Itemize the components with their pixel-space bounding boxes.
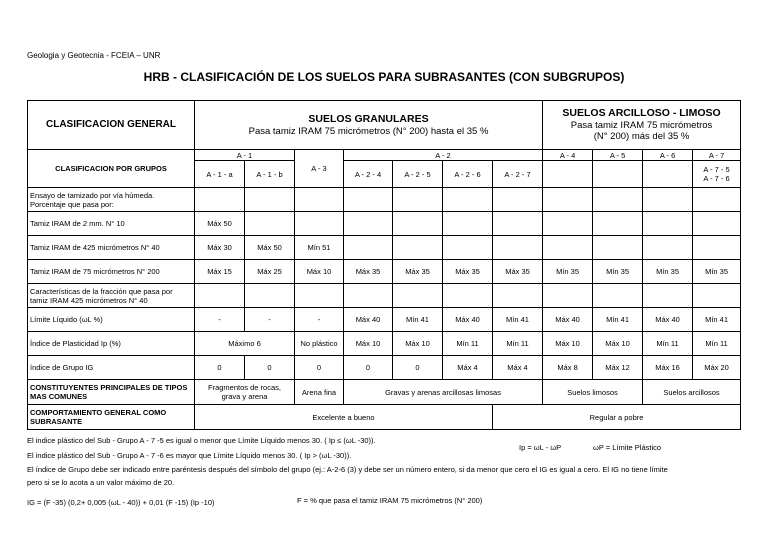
sieve-75-cell: Máx 35 [493, 260, 543, 284]
silt-clay-header [543, 101, 741, 150]
liquid-limit-cell: - [245, 308, 295, 332]
sieve-425-a3: Mín 51 [295, 236, 344, 260]
subgroup-a75: A - 7 - 5 [703, 165, 730, 174]
plasticity-cell: Máx 10 [393, 332, 443, 356]
page-title: HRB - CLASIFICACIÓN DE LOS SUELOS PARA SUBRASANTES (CON SUBGRUPOS) [143, 70, 625, 84]
groups-label: CLASIFICACION POR GRUPOS [28, 150, 195, 188]
constituents-a1-line-2: grava y arena [221, 392, 268, 401]
constituents-label [28, 380, 195, 405]
sieve-425-a1b: Máx 50 [245, 236, 295, 260]
constituents-label-line-2: MAS COMUNES [30, 392, 88, 401]
sieve-75-cell: Mín 35 [593, 260, 643, 284]
sieve-75-label: Tamiz IRAM de 75 micrómetros N° 200 [28, 260, 195, 284]
hrb-classification-table [27, 100, 741, 430]
constituents-row [28, 380, 741, 405]
group-index-cell: Máx 12 [593, 356, 643, 380]
subgroup-a1a: A - 1 - a [195, 161, 245, 188]
group-a5: A - 5 [593, 150, 643, 161]
subgroup-a5-empty [593, 161, 643, 188]
behavior-poor: Regular a pobre [493, 405, 741, 430]
sieve-425-a1a: Máx 30 [195, 236, 245, 260]
constituents-a3: Arena fina [295, 380, 344, 405]
sieve-75-cell: Máx 10 [295, 260, 344, 284]
group-a1: A - 1 [195, 150, 295, 161]
sieve-425-label: Tamiz IRAM de 425 micrómetros N° 40 [28, 236, 195, 260]
group-index-row [28, 356, 741, 380]
constituents-label-line-1: CONSTITUYENTES PRINCIPALES DE TIPOS [30, 383, 188, 392]
plasticity-a1: Máximo 6 [195, 332, 295, 356]
fraction-header-row [28, 284, 741, 308]
liquid-limit-cell: Máx 40 [543, 308, 593, 332]
plasticity-cell: Máx 10 [593, 332, 643, 356]
sieve-header-row [28, 188, 741, 212]
sieve-75-cell: Mín 35 [543, 260, 593, 284]
general-row [28, 101, 741, 150]
plasticity-formula: Ip = ωL - ωP [519, 443, 562, 452]
sieve-75-cell: Máx 35 [393, 260, 443, 284]
liquid-limit-cell: - [295, 308, 344, 332]
sieve-75-row [28, 260, 741, 284]
note-group-index: El índice de Grupo debe ser indicado entre paréntesis después del símbolo del grupo (ej.: A-2-6 (3) y debe ser un número entero, si da menor que cero el IG es igual a cero. El IG no tiene límite [27, 465, 668, 474]
sieve-75-cell: Máx 35 [344, 260, 393, 284]
subgroup-a4-empty [543, 161, 593, 188]
liquid-limit-label: Límite Líquido (ωL %) [28, 308, 195, 332]
subgroup-a76: A - 7 - 6 [703, 174, 730, 183]
plasticity-cell: Máx 10 [344, 332, 393, 356]
note-group-index-max: pero si se lo acota a un valor máximo de 20. [27, 478, 175, 487]
behavior-row [28, 405, 741, 430]
sieve-2mm-label: Tamiz IRAM de 2 mm. N° 10 [28, 212, 195, 236]
constituents-a1 [195, 380, 295, 405]
sieve-75-cell: Mín 35 [693, 260, 741, 284]
group-index-formula: IG = (F -35) (0,2+ 0,005 (ωL - 40)) + 0,01 (F -15) (Ip -10) [27, 498, 215, 507]
constituents-a1-line-1: Fragmentos de rocas, [208, 383, 281, 392]
group-index-cell: Máx 8 [543, 356, 593, 380]
sieve-label-line-1: Ensayo de tamizado por vía húmeda. [30, 190, 155, 200]
fraction-label [28, 284, 195, 308]
plasticity-row [28, 332, 741, 356]
group-index-cell: 0 [393, 356, 443, 380]
subgroup-a6-empty [643, 161, 693, 188]
subgroup-a1b: A - 1 - b [245, 161, 295, 188]
liquid-limit-cell: Mín 41 [393, 308, 443, 332]
plasticity-label: Índice de Plasticidad Ip (%) [28, 332, 195, 356]
document-header: Geologia y Geotecnia - FCEIA – UNR [27, 51, 161, 60]
plasticity-cell: Mín 11 [643, 332, 693, 356]
behavior-label-line-2: SUBRASANTE [30, 417, 83, 426]
silt-clay-subtitle-1: Pasa tamiz IRAM 75 micrómetros [570, 119, 713, 131]
subgroup-a26: A - 2 - 6 [443, 161, 493, 188]
granular-title: SUELOS GRANULARES [308, 113, 429, 125]
constituents-a2: Gravas y arenas arcillosas limosas [344, 380, 543, 405]
fraction-label-line-1: Características de la fracción que pasa por [30, 286, 173, 296]
group-index-label: índice de Grupo IG [28, 356, 195, 380]
plastic-limit-definition: ωP = Límite Plástico [593, 443, 662, 452]
subgroup-a7 [693, 161, 741, 188]
subgroup-a25: A - 2 - 5 [393, 161, 443, 188]
silt-clay-title: SUELOS ARCILLOSO - LIMOSO [562, 107, 721, 120]
sieve-75-cell: Máx 25 [245, 260, 295, 284]
plasticity-cell: Mín 11 [693, 332, 741, 356]
subgroup-a24: A - 2 - 4 [344, 161, 393, 188]
sieve-425-row [28, 236, 741, 260]
group-index-cell: 0 [245, 356, 295, 380]
liquid-limit-cell: Máx 40 [443, 308, 493, 332]
sieve-2mm-row [28, 212, 741, 236]
group-index-cell: Máx 16 [643, 356, 693, 380]
granular-subtitle: Pasa tamiz IRAM 75 micrómetros (N° 200) hasta el 35 % [248, 125, 489, 137]
general-label: CLASIFICACION GENERAL [28, 101, 195, 150]
group-a6: A - 6 [643, 150, 693, 161]
liquid-limit-cell: Mín 41 [493, 308, 543, 332]
behavior-label [28, 405, 195, 430]
group-index-cell: 0 [295, 356, 344, 380]
plasticity-cell: Máx 10 [543, 332, 593, 356]
granular-header [195, 101, 543, 150]
group-a4: A - 4 [543, 150, 593, 161]
liquid-limit-cell: Mín 41 [593, 308, 643, 332]
sieve-label-line-2: Porcentaje que pasa por: [30, 199, 114, 209]
sieve-75-cell: Máx 35 [443, 260, 493, 284]
constituents-clay: Suelos arcillosos [643, 380, 741, 405]
group-index-cell: 0 [195, 356, 245, 380]
sieve-2mm-a1a: Máx 50 [195, 212, 245, 236]
group-index-cell: Máx 20 [693, 356, 741, 380]
group-index-cell: Máx 4 [493, 356, 543, 380]
liquid-limit-cell: - [195, 308, 245, 332]
group-index-cell: Máx 4 [443, 356, 493, 380]
plasticity-cell: Mín 11 [493, 332, 543, 356]
group-index-cell: 0 [344, 356, 393, 380]
liquid-limit-row [28, 308, 741, 332]
sieve-75-cell: Mín 35 [643, 260, 693, 284]
group-a2: A - 2 [344, 150, 543, 161]
constituents-silt: Suelos limosos [543, 380, 643, 405]
behavior-good: Excelente a bueno [195, 405, 493, 430]
plasticity-cell: Mín 11 [443, 332, 493, 356]
behavior-label-line-1: COMPORTAMIENTO GENERAL COMO [30, 408, 167, 417]
silt-clay-subtitle-2: (N° 200) más del 35 % [593, 131, 690, 143]
subgroup-a27: A - 2 - 7 [493, 161, 543, 188]
liquid-limit-cell: Máx 40 [344, 308, 393, 332]
liquid-limit-cell: Mín 41 [693, 308, 741, 332]
liquid-limit-cell: Máx 40 [643, 308, 693, 332]
note-a76: El indice plástico del Sub - Grupo A - 7 -6 es mayor que Límite Líquido menos 30. ( Ip > (ωL -30)). [27, 451, 352, 460]
fraction-label-line-2: tamiz IRAM 425 micrómetros N° 40 [30, 295, 148, 305]
group-a3: A - 3 [295, 150, 344, 188]
note-a75: El indice plástico del Sub - Grupo A - 7 -5 es igual o menor que Límite Líquido menos 30. ( Ip ≤ (ωL -30)). [27, 436, 376, 445]
fines-definition: F = % que pasa el tamiz IRAM 75 micrómetros (N° 200) [297, 496, 483, 505]
plasticity-a3: No plástico [295, 332, 344, 356]
sieve-label [28, 188, 195, 212]
sieve-75-cell: Máx 15 [195, 260, 245, 284]
group-row [28, 150, 741, 161]
group-a7: A - 7 [693, 150, 741, 161]
